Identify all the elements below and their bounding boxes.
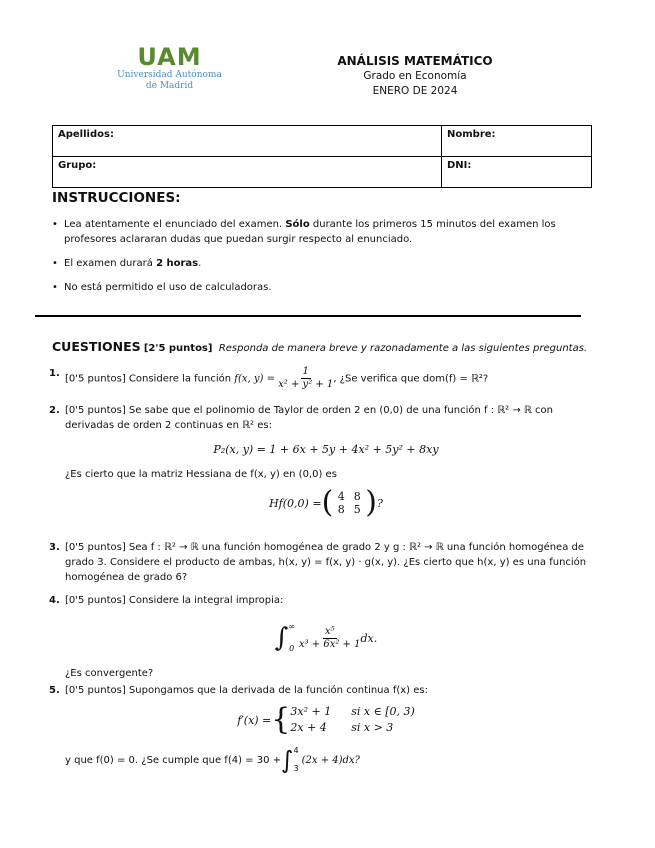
text: Sólo — [285, 219, 310, 230]
piecewise-formula: f′(x) = { 3x² + 1 si x ∈ [0, 3) 2x + 4 si x > 3 — [237, 702, 415, 737]
text: x⁵ — [324, 625, 335, 637]
nombre-label: Nombre: — [447, 129, 496, 140]
section-title: CUESTIONES — [52, 339, 141, 354]
text: f′(x) = — [237, 713, 272, 727]
text: 3x² + 1 — [290, 705, 332, 718]
question-2 — [49, 403, 587, 520]
text: [0'5 puntos] — [65, 595, 126, 606]
text: No está permitido el uso de calculadoras. — [64, 282, 272, 293]
divider — [35, 315, 581, 317]
exam-header — [330, 54, 500, 99]
text: [0'5 puntos] — [65, 405, 126, 416]
text: 4 — [337, 490, 345, 503]
text: ∞ — [288, 622, 295, 631]
question-5 — [49, 683, 587, 778]
text: x² + y² + 1 — [278, 379, 334, 390]
logo-line1: Universidad Autónoma — [117, 70, 222, 80]
question-1 — [49, 366, 587, 391]
text: si x ∈ [0, 3) — [351, 705, 415, 718]
text: si x > 3 — [351, 721, 394, 734]
text: Hf(0,0) = — [269, 496, 322, 510]
text: 1. — [49, 368, 60, 379]
apellidos-field[interactable] — [53, 126, 442, 157]
grupo-label: Grupo: — [58, 160, 97, 171]
text: [0'5 puntos] — [65, 542, 126, 553]
text: 2. — [49, 405, 60, 416]
logo-mark: UAM — [137, 43, 202, 71]
text: 3. — [49, 542, 60, 553]
text: [0'5 puntos] — [65, 685, 126, 696]
uam-logo — [112, 44, 227, 92]
exam-date: ENERO DE 2024 — [372, 85, 458, 97]
text: Lea atentamente el enunciado del examen. — [64, 219, 286, 230]
dni-field[interactable] — [442, 157, 592, 188]
text: 1 — [302, 366, 309, 377]
text: ∫ — [281, 745, 294, 774]
text: f(x, y) = — [234, 373, 279, 385]
instructions-list — [52, 217, 592, 304]
instruction-item — [52, 256, 592, 271]
question-3 — [49, 540, 587, 585]
text: x³ + 6x² + 1 — [298, 638, 361, 650]
text: Sea f : ℝ² → ℝ una función homogénea de grado 2 y g : ℝ² → ℝ una función homogénea de grado 3. Considere el producto de ambas, h(x, y) = f(x, y) · g(x, y). ¿Es cierto que h(x, y) es una función homogénea de grado 6? — [65, 542, 587, 583]
text: ∫ — [274, 622, 289, 653]
instructions-title: INSTRUCCIONES: — [52, 190, 181, 206]
instruction-item — [52, 280, 592, 295]
text: , ¿Se verifica que dom(f) = ℝ²? — [333, 373, 489, 385]
logo-line2: de Madrid — [145, 81, 194, 91]
text: 2x + 4 — [290, 721, 327, 734]
text: . — [198, 258, 202, 269]
text: 3 — [293, 764, 299, 773]
text: 4. — [49, 595, 60, 606]
student-info-table — [52, 125, 592, 188]
section-points: [2'5 puntos] — [143, 343, 213, 354]
text: 5 — [353, 503, 361, 516]
text: [0'5 puntos] — [65, 373, 126, 385]
text: 5. — [49, 685, 60, 696]
exam-title: ANÁLISIS MATEMÁTICO — [337, 54, 493, 68]
text: ¿Es cierto que la matriz Hessiana de f(x, y) en (0,0) es — [65, 469, 337, 480]
text: ¿Es convergente? — [65, 668, 154, 679]
text: 0 — [289, 644, 295, 653]
text: Se sabe que el polinomio de Taylor de orden 2 en (0,0) de una función f : ℝ² → ℝ con derivadas de orden 2 continuas en ℝ² es: — [65, 405, 553, 431]
dni-label: DNI: — [447, 160, 472, 171]
taylor-formula: P₂(x, y) = 1 + 6x + 5y + 4x² + 5y² + 8xy — [213, 443, 439, 456]
section-header — [52, 339, 587, 354]
instruction-item — [52, 217, 592, 247]
hessian-formula: Hf(0,0) = ( 4 8 8 5 ) ? — [269, 485, 383, 520]
text: El examen durará — [64, 258, 157, 269]
exam-subtitle: Grado en Economía — [363, 70, 467, 82]
grupo-field[interactable] — [53, 157, 442, 188]
text: 8 — [337, 503, 345, 516]
text: ? — [377, 496, 383, 510]
text: 8 — [353, 490, 361, 503]
apellidos-label: Apellidos: — [58, 129, 114, 140]
text: y que f(0) = 0. ¿Se cumple que f(4) = 30 + — [65, 754, 281, 766]
text: dx. — [360, 631, 378, 645]
section-subtitle: Responda de manera breve y razonadamente a las siguientes preguntas. — [218, 343, 588, 354]
text: 4 — [293, 746, 299, 755]
integral-formula — [65, 616, 587, 660]
text: Considere la integral impropia: — [125, 595, 284, 606]
question-4 — [49, 593, 587, 681]
nombre-field[interactable] — [442, 126, 592, 157]
text: 2 horas — [156, 258, 199, 269]
text: Supongamos que la derivada de la función continua f(x) es: — [125, 685, 428, 696]
text: durante los primeros 15 minutos del examen los profesores aclararan dudas que puedan surgir respecto al enunciado. — [64, 219, 556, 245]
text: Considere la función — [125, 373, 235, 385]
text: (2x + 4)dx? — [301, 754, 360, 766]
